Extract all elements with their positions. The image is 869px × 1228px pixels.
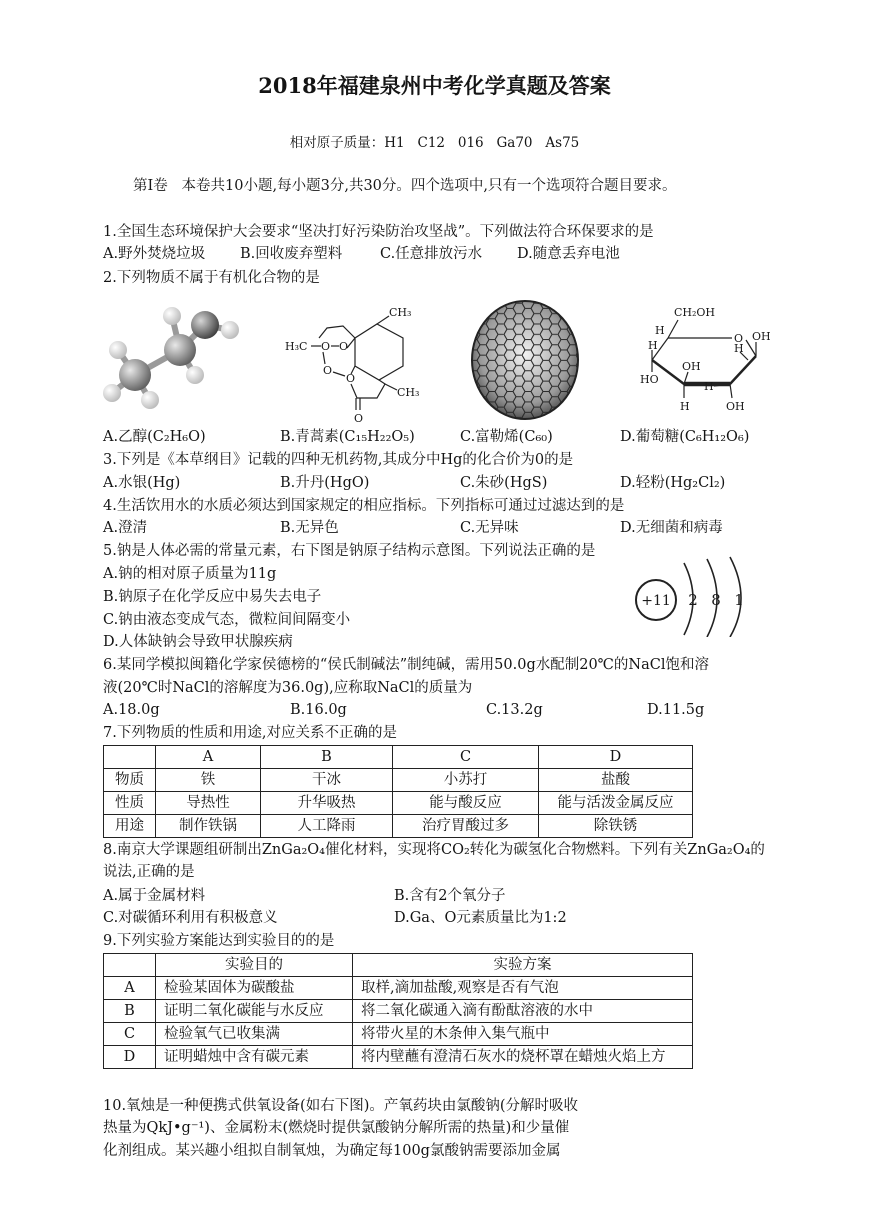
table-cell: 盐酸 — [539, 769, 693, 792]
table-cell: 除铁锈 — [539, 815, 693, 838]
artemisinin-lactone-o-label: O — [346, 372, 356, 385]
table-cell: 能与酸反应 — [393, 792, 539, 815]
table-header-row — [104, 954, 693, 977]
fullerene-image — [468, 298, 583, 423]
row-label: 物质 — [104, 769, 156, 792]
glucose-c4-up-label: H — [648, 339, 658, 352]
q8-stem-line-2: 说法,正确的是 — [103, 864, 195, 880]
table-header-cell: D — [539, 746, 693, 769]
table-header-cell: C — [393, 746, 539, 769]
q1-stem: 1.全国生态环境保护大会要求“坚决打好污染防治攻坚战”。下列做法符合环保要求的是 — [103, 224, 654, 240]
q1-option-d: D.随意丢弃电池 — [517, 246, 620, 262]
q6-stem-line-1: 6.某同学模拟闽籍化学家侯德榜的“侯氏制碱法”制纯碱，需用50.0g水配制20℃的NaCl饱和溶 — [103, 657, 709, 673]
q3-option-c: C.朱砂(HgS) — [460, 475, 548, 491]
table-corner-cell — [104, 746, 156, 769]
purpose-cell: 检验某固体为碳酸盐 — [156, 977, 353, 1000]
q6-option-b: B.16.0g — [290, 702, 347, 718]
table-corner-cell — [104, 954, 156, 977]
q8-option-c: C.对碳循环利用有积极意义 — [103, 910, 278, 926]
q7-table — [103, 745, 693, 838]
q3-option-d: D.轻粉(Hg₂Cl₂) — [620, 475, 726, 491]
artemisinin-ether-o-label: O — [323, 364, 333, 377]
ethanol-model-image — [98, 300, 248, 420]
glucose-c3-up-label: OH — [682, 360, 701, 373]
glucose-c4-down-label: HO — [640, 373, 659, 386]
artemisinin-right-methyl-label: CH₃ — [397, 386, 420, 399]
q4-option-c: C.无异味 — [460, 520, 519, 536]
row-label: A — [104, 977, 156, 1000]
glucose-structure-image — [638, 300, 773, 420]
glucose-c1-down-label: H — [734, 342, 744, 355]
table-row — [104, 769, 693, 792]
table-header-cell: B — [261, 746, 393, 769]
table-cell: 干冰 — [261, 769, 393, 792]
section-header: 第Ⅰ卷 本卷共10小题,每小题3分,共30分。四个选项中,只有一个选项符合题目要求。 — [133, 178, 677, 194]
artemisinin-carbonyl-o-label: O — [354, 412, 364, 425]
q2-option-b: B.青蒿素(C₁₅H₂₂O₅) — [280, 429, 415, 445]
q2-stem: 2.下列物质不属于有机化合物的是 — [103, 270, 320, 286]
q6-option-d: D.11.5g — [647, 702, 705, 718]
q8-stem-line-1: 8.南京大学课题组研制出ZnGa₂O₄催化材料，实现将CO₂转化为碳氢化合物燃料。下列有关ZnGa₂O₄的 — [103, 842, 765, 858]
table-cell: 治疗胃酸过多 — [393, 815, 539, 838]
table-header-row — [104, 746, 693, 769]
q1-option-c: C.任意排放污水 — [380, 246, 483, 262]
shell-3-electrons: 1 — [734, 591, 744, 609]
table-cell: 人工降雨 — [261, 815, 393, 838]
table-cell: 导热性 — [156, 792, 261, 815]
table-row — [104, 1000, 693, 1023]
table-header-cell: 实验目的 — [156, 954, 353, 977]
q1-option-a: A.野外焚烧垃圾 — [103, 246, 206, 262]
purpose-cell: 证明蜡烛中含有碳元素 — [156, 1046, 353, 1069]
q6-option-a: A.18.0g — [103, 702, 160, 718]
q9-stem: 9.下列实验方案能达到实验目的的是 — [103, 933, 335, 949]
table-cell: 升华吸热 — [261, 792, 393, 815]
q4-option-a: A.澄清 — [103, 520, 148, 536]
q10-stem-line-1: 10.氧烛是一种便携式供氧设备(如右下图)。产氧药块由氯酸钠(分解时吸收 — [103, 1098, 579, 1114]
table-cell: 能与活泼金属反应 — [539, 792, 693, 815]
row-label: 用途 — [104, 815, 156, 838]
q2-option-a: A.乙醇(C₂H₆O) — [103, 429, 206, 445]
glucose-c2-down-label: OH — [726, 400, 745, 413]
glucose-ring-o-label: O — [734, 332, 744, 345]
row-label: 性质 — [104, 792, 156, 815]
table-cell: 制作铁锅 — [156, 815, 261, 838]
table-row — [104, 1023, 693, 1046]
table-cell: 铁 — [156, 769, 261, 792]
method-cell: 将二氧化碳通入滴有酚酞溶液的水中 — [353, 1000, 693, 1023]
method-cell: 取样,滴加盐酸,观察是否有气泡 — [353, 977, 693, 1000]
artemisinin-top-methyl-label: CH₃ — [389, 306, 412, 319]
q3-option-b: B.升丹(HgO) — [280, 475, 370, 491]
purpose-cell: 证明二氧化碳能与水反应 — [156, 1000, 353, 1023]
glucose-c3-down-label: H — [680, 400, 690, 413]
q4-option-d: D.无细菌和病毒 — [620, 520, 723, 536]
q4-option-b: B.无异色 — [280, 520, 339, 536]
row-label: D — [104, 1046, 156, 1069]
sodium-atom-diagram — [632, 555, 757, 637]
row-label: B — [104, 1000, 156, 1023]
nucleus-charge-label: +11 — [641, 593, 671, 609]
row-label: C — [104, 1023, 156, 1046]
table-row — [104, 1046, 693, 1069]
q1-option-b: B.回收废弃塑料 — [240, 246, 343, 262]
table-row — [104, 792, 693, 815]
artemisinin-bonds — [311, 316, 403, 410]
purpose-cell: 检验氧气已收集满 — [156, 1023, 353, 1046]
q9-table — [103, 953, 693, 1069]
shell-1-electrons: 2 — [688, 591, 698, 609]
q2-option-d: D.葡萄糖(C₆H₁₂O₆) — [620, 429, 750, 445]
page-title: 2018年福建泉州中考化学真题及答案 — [258, 73, 611, 98]
q6-option-c: C.13.2g — [486, 702, 543, 718]
q3-stem: 3.下列是《本草纲目》记载的四种无机药物,其成分中Hg的化合价为0的是 — [103, 452, 574, 468]
glucose-c5-h-label: H — [655, 324, 665, 337]
table-cell: 小苏打 — [393, 769, 539, 792]
atomic-masses: 相对原子质量：H1 C12 016 Ga70 As75 — [289, 135, 580, 151]
artemisinin-peroxide-o1-label: O — [321, 340, 331, 353]
q6-stem-line-2: 液(20℃时NaCl的溶解度为36.0g),应称取NaCl的质量为 — [103, 680, 473, 696]
table-row — [104, 815, 693, 838]
q8-option-b: B.含有2个氧分子 — [394, 888, 506, 904]
q5-option-b: B.钠原子在化学反应中易失去电子 — [103, 589, 322, 605]
q8-option-d: D.Ga、O元素质量比为1:2 — [394, 910, 567, 926]
method-cell: 将内壁蘸有澄清石灰水的烧杯罩在蜡烛火焰上方 — [353, 1046, 693, 1069]
q7-stem: 7.下列物质的性质和用途,对应关系不正确的是 — [103, 725, 397, 741]
table-header-cell: A — [156, 746, 261, 769]
glucose-ch2oh-label: CH₂OH — [674, 306, 716, 319]
shell-2-electrons: 8 — [711, 591, 721, 609]
q3-option-a: A.水银(Hg) — [103, 475, 181, 491]
artemisinin-structure-image — [285, 298, 435, 426]
q2-option-c: C.富勒烯(C₆₀) — [460, 429, 553, 445]
q5-stem: 5.钠是人体必需的常量元素，右下图是钠原子结构示意图。下列说法正确的是 — [103, 543, 596, 559]
q5-option-a: A.钠的相对原子质量为11g — [103, 566, 277, 582]
table-header-cell: 实验方案 — [353, 954, 693, 977]
artemisinin-peroxide-o2-label: O — [339, 340, 349, 353]
glucose-c2-up-label: H — [704, 380, 714, 393]
fullerene-cage — [468, 298, 583, 423]
q5-option-c: C.钠由液态变成气态，微粒间间隔变小 — [103, 612, 351, 628]
method-cell: 将带火星的木条伸入集气瓶中 — [353, 1023, 693, 1046]
q4-stem: 4.生活饮用水的水质必须达到国家规定的相应指标。下列指标可通过过滤达到的是 — [103, 498, 625, 514]
artemisinin-left-methyl-label: H₃C — [285, 340, 308, 353]
q5-option-d: D.人体缺钠会导致甲状腺疾病 — [103, 634, 293, 650]
glucose-c1-up-label: OH — [752, 330, 771, 343]
q10-stem-line-2: 热量为QkJ•g⁻¹)、金属粉末(燃烧时提供氯酸钠分解所需的热量)和少量催 — [103, 1120, 570, 1136]
q10-stem-line-3: 化剂组成。某兴趣小组拟自制氧烛，为确定每100g氯酸钠需要添加金属 — [103, 1143, 561, 1159]
q8-option-a: A.属于金属材料 — [103, 888, 206, 904]
table-row — [104, 977, 693, 1000]
